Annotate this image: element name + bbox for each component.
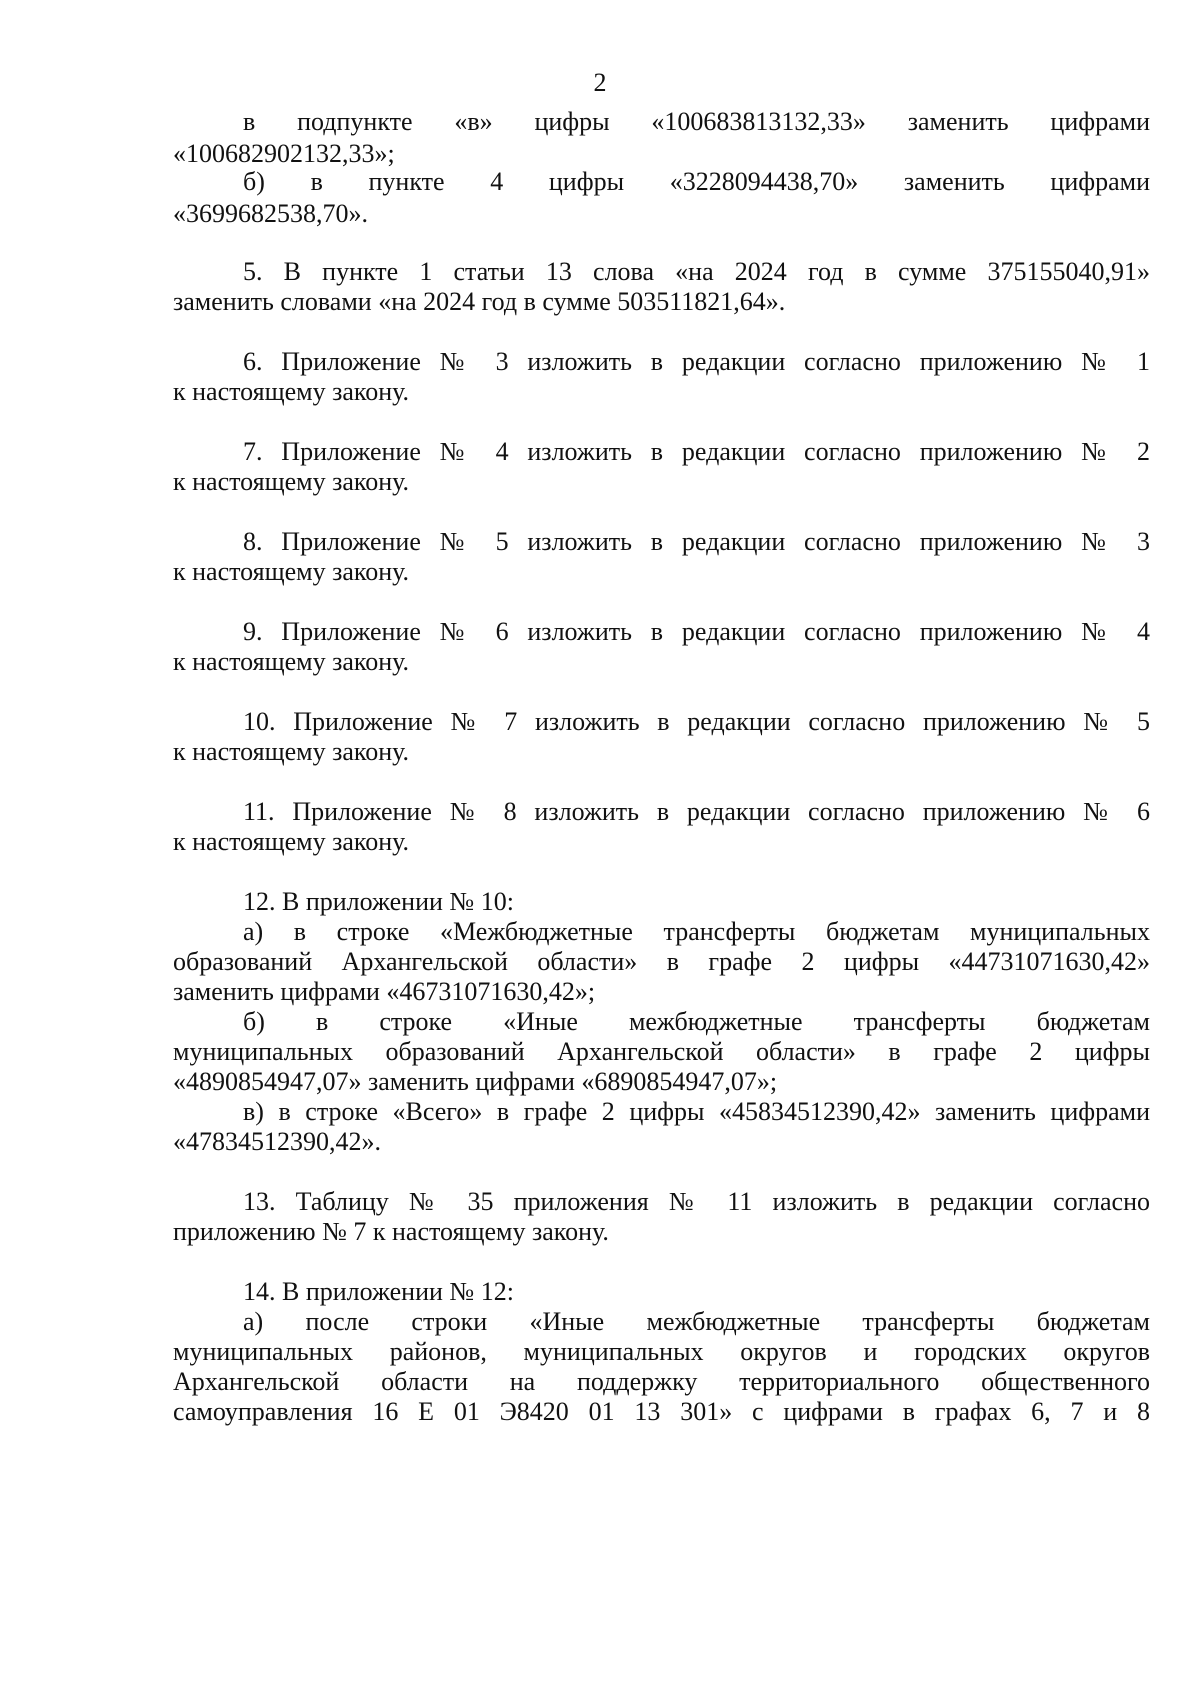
text-line: заменить цифрами «46731071630,42»; <box>173 977 596 1006</box>
text-line: б) в пункте 4 цифры «3228094438,70» заменить цифрами <box>243 167 1150 196</box>
text-line: муниципальных образований Архангельской области» в графе 2 цифры <box>173 1037 1150 1066</box>
text-line: «3699682538,70». <box>173 199 368 228</box>
text-line: 7. Приложение № 4 изложить в редакции согласно приложению № 2 <box>243 437 1150 466</box>
text-line: 13. Таблицу № 35 приложения № 11 изложить в редакции согласно <box>243 1187 1150 1216</box>
text-line: Архангельской области на поддержку территориального общественного <box>173 1367 1150 1396</box>
text-line: к настоящему закону. <box>173 467 410 496</box>
text-line: «100682902132,33»; <box>173 139 395 168</box>
text-line: образований Архангельской области» в графе 2 цифры «44731071630,42» <box>173 947 1150 976</box>
text-line: 12. В приложении № 10: <box>243 887 514 916</box>
text-line: 6. Приложение № 3 изложить в редакции согласно приложению № 1 <box>243 347 1150 376</box>
text-line: к настоящему закону. <box>173 827 410 856</box>
text-line: 10. Приложение № 7 изложить в редакции согласно приложению № 5 <box>243 707 1150 736</box>
text-line: приложению № 7 к настоящему закону. <box>173 1217 609 1246</box>
text-line: «47834512390,42». <box>173 1127 381 1156</box>
text-line: в подпункте «в» цифры «100683813132,33» заменить цифрами <box>243 107 1150 136</box>
text-line: 14. В приложении № 12: <box>243 1277 514 1306</box>
text-line: а) в строке «Межбюджетные трансферты бюджетам муниципальных <box>243 917 1150 946</box>
text-line: к настоящему закону. <box>173 647 410 676</box>
text-line: к настоящему закону. <box>173 377 410 406</box>
text-line: «4890854947,07» заменить цифрами «6890854947,07»; <box>173 1067 778 1096</box>
text-line: в) в строке «Всего» в графе 2 цифры «45834512390,42» заменить цифрами <box>243 1097 1150 1126</box>
text-line: а) после строки «Иные межбюджетные трансферты бюджетам <box>243 1307 1150 1336</box>
text-line: 8. Приложение № 5 изложить в редакции согласно приложению № 3 <box>243 527 1150 556</box>
page-number: 2 <box>593 68 607 97</box>
text-line: заменить словами «на 2024 год в сумме 503511821,64». <box>173 287 786 316</box>
text-line: 5. В пункте 1 статьи 13 слова «на 2024 год в сумме 375155040,91» <box>243 257 1150 286</box>
text-line: к настоящему закону. <box>173 737 410 766</box>
text-line: самоуправления 16 Е 01 Э8420 01 13 301» с цифрами в графах 6, 7 и 8 <box>173 1397 1150 1426</box>
text-line: 9. Приложение № 6 изложить в редакции согласно приложению № 4 <box>243 617 1150 646</box>
text-line: к настоящему закону. <box>173 557 410 586</box>
text-line: б) в строке «Иные межбюджетные трансферты бюджетам <box>243 1007 1150 1036</box>
text-line: муниципальных районов, муниципальных округов и городских округов <box>173 1337 1150 1366</box>
text-line: 11. Приложение № 8 изложить в редакции согласно приложению № 6 <box>243 797 1150 826</box>
